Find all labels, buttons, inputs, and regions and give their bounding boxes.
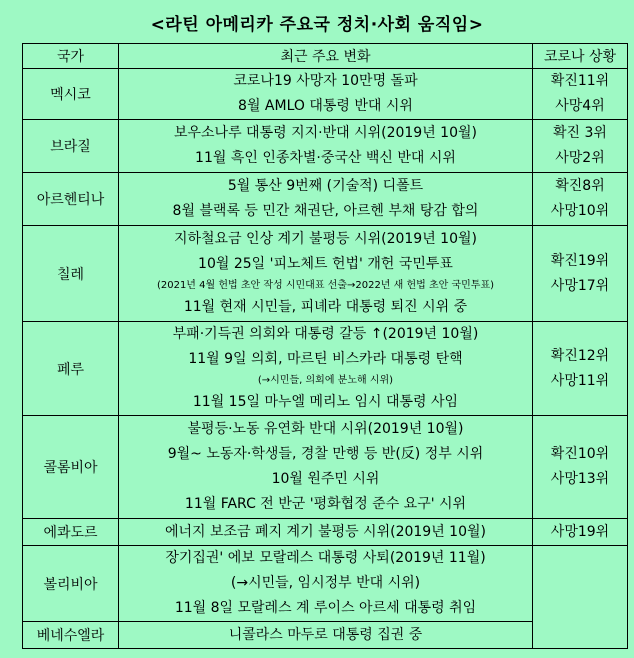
country-cell: 브라질 bbox=[23, 120, 119, 173]
change-item: 장기집권' 에보 모랄레스 대통령 사퇴(2019년 11월) bbox=[165, 550, 486, 566]
country-cell: 콜롬비아 bbox=[23, 416, 119, 519]
country-table bbox=[22, 43, 628, 649]
covid-stat: 사망11위 bbox=[550, 372, 610, 389]
change-note: (2021년 4월 헌법 초안 작성 시민대표 선출→2022년 새 헌법 초안 국민투표) bbox=[156, 280, 495, 291]
table-row bbox=[23, 173, 628, 226]
change-item: 11월 FARC 전 반군 '평화협정 준수 요구' 시위 bbox=[184, 496, 467, 512]
covid-stat: 확진19위 bbox=[550, 252, 610, 269]
change-item: 에너지 보조금 폐지 계기 불평등 시위(2019년 10월) bbox=[165, 523, 486, 540]
covid-stat: 사망2위 bbox=[555, 150, 605, 166]
change-item: 10월 원주민 시위 bbox=[271, 471, 380, 487]
country-cell: 볼리비아 bbox=[23, 546, 119, 622]
changes-cell bbox=[119, 120, 533, 173]
header-country: 국가 bbox=[23, 44, 119, 69]
covid-stat: 확진10위 bbox=[550, 446, 610, 462]
change-item: 보우소나루 대통령 지지·반대 시위(2019년 10월) bbox=[173, 125, 477, 141]
changes-cell bbox=[119, 622, 533, 649]
table-row bbox=[23, 519, 628, 546]
table-row bbox=[23, 69, 628, 120]
change-item: 8월 블랙록 등 민간 채권단, 아르헨 부채 탕감 합의 bbox=[172, 203, 479, 219]
country-cell: 페루 bbox=[23, 322, 119, 416]
change-item: 11월 8일 모랄레스 계 루이스 아르세 대통령 취임 bbox=[174, 600, 477, 616]
country-cell: 멕시코 bbox=[23, 69, 119, 120]
covid-stat: 사망4위 bbox=[555, 98, 605, 114]
changes-cell bbox=[119, 173, 533, 226]
covid-stat: 사망10위 bbox=[550, 203, 610, 219]
changes-cell bbox=[119, 322, 533, 416]
changes-cell bbox=[119, 69, 533, 120]
page-title: <라틴 아메리카 주요국 정치·사회 움직임> bbox=[150, 15, 484, 35]
header-row bbox=[23, 44, 628, 69]
covid-cell bbox=[533, 226, 628, 322]
table-row bbox=[23, 226, 628, 322]
table-row bbox=[23, 120, 628, 173]
change-item: 니콜라스 마두로 대통령 집권 중 bbox=[228, 626, 423, 643]
change-item: 지하철요금 인상 계기 불평등 시위(2019년 10월) bbox=[173, 231, 477, 247]
covid-stat: 사망19위 bbox=[550, 523, 610, 540]
covid-stat: 확진8위 bbox=[555, 178, 605, 194]
change-item: 10월 25일 '피노체트 헌법' 개헌 국민투표 bbox=[198, 256, 453, 272]
covid-cell bbox=[533, 416, 628, 519]
covid-cell bbox=[533, 546, 628, 649]
table-row bbox=[23, 322, 628, 416]
changes-cell bbox=[119, 416, 533, 519]
table-row bbox=[23, 546, 628, 622]
change-note: (→시민들, 의회에 분노해 시위) bbox=[257, 375, 394, 386]
change-item: 9월~ 노동자·학생들, 경찰 만행 등 반(反) 정부 시위 bbox=[167, 446, 484, 462]
change-item: 불평등·노동 유연화 반대 시위(2019년 10월) bbox=[187, 421, 464, 437]
covid-stat: 확진 3위 bbox=[553, 125, 607, 141]
table-row bbox=[23, 416, 628, 519]
covid-stat: 사망17위 bbox=[550, 277, 610, 294]
covid-stat: 사망13위 bbox=[550, 471, 610, 487]
header-covid: 코로나 상황 bbox=[533, 44, 628, 69]
covid-cell bbox=[533, 120, 628, 173]
change-item: 11월 현재 시민들, 피녜라 대통령 퇴진 시위 중 bbox=[183, 299, 468, 315]
header-changes: 최근 주요 변화 bbox=[119, 44, 533, 69]
change-item: 11월 9일 의회, 마르틴 비스카라 대통령 탄핵 bbox=[188, 351, 463, 367]
change-item: 11월 흑인 인종차별·중국산 백신 반대 시위 bbox=[195, 150, 456, 166]
change-item: 부패·기득권 의회와 대통령 갈등 ↑(2019년 10월) bbox=[172, 326, 479, 342]
change-item: (→시민들, 임시정부 반대 시위) bbox=[230, 575, 421, 591]
covid-stat: 확진11위 bbox=[550, 73, 610, 89]
changes-cell bbox=[119, 546, 533, 622]
change-item: 8월 AMLO 대통령 반대 시위 bbox=[238, 98, 413, 114]
country-cell: 베네수엘라 bbox=[23, 622, 119, 649]
covid-stat: 확진12위 bbox=[550, 347, 610, 364]
country-cell: 에콰도르 bbox=[23, 519, 119, 546]
covid-cell bbox=[533, 69, 628, 120]
change-item: 코로나19 사망자 10만명 돌파 bbox=[233, 73, 418, 89]
country-cell: 칠레 bbox=[23, 226, 119, 322]
change-item: 5월 통산 9번째 (기술적) 디폴트 bbox=[227, 178, 424, 194]
covid-cell bbox=[533, 322, 628, 416]
change-item: 11월 15일 마누엘 메리노 임시 대통령 사임 bbox=[192, 394, 459, 410]
changes-cell bbox=[119, 519, 533, 546]
changes-cell bbox=[119, 226, 533, 322]
country-cell: 아르헨티나 bbox=[23, 173, 119, 226]
covid-cell bbox=[533, 519, 628, 546]
covid-cell bbox=[533, 173, 628, 226]
